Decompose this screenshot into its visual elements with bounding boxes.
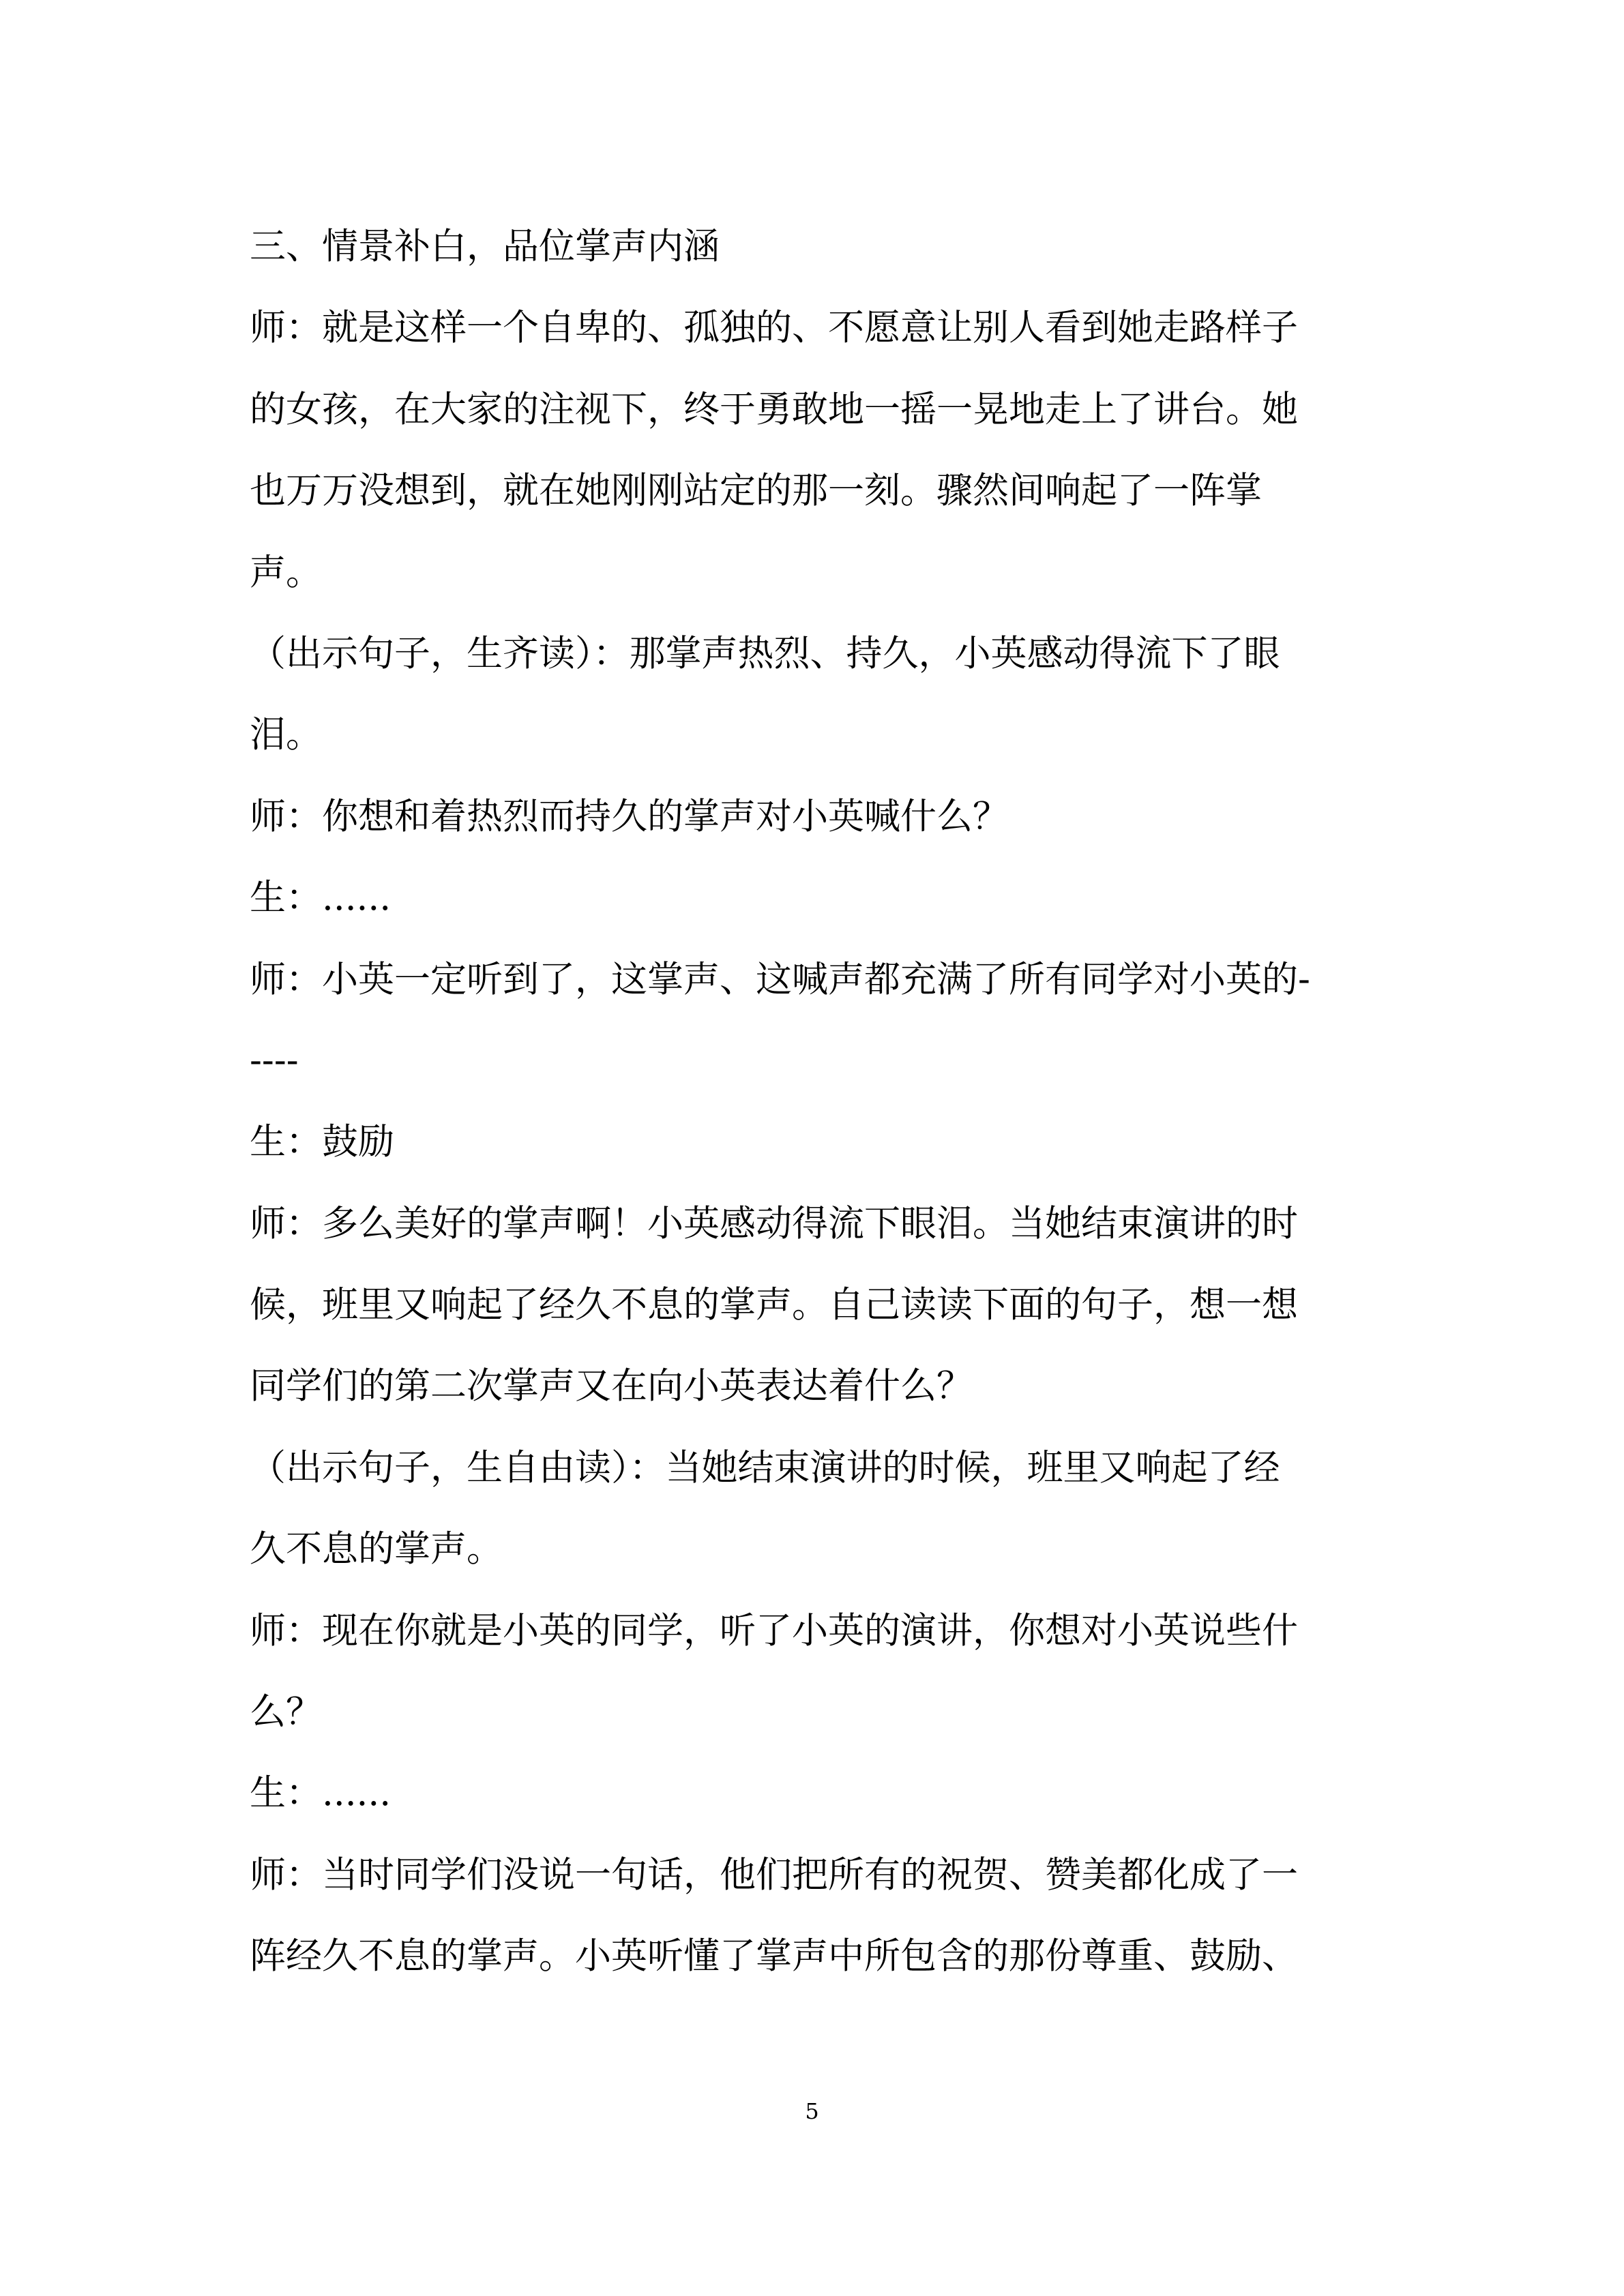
paragraph-line: 声。 [250, 551, 322, 593]
paragraph-line: 阵经久不息的掌声。小英听懂了掌声中所包含的那份尊重、鼓励、 [250, 1935, 1298, 1978]
paragraph-line: 候，班里又响起了经久不息的掌声。自己读读下面的句子，想一想 [250, 1284, 1298, 1326]
paragraph-line: 生：...... [250, 877, 392, 919]
paragraph-line: 泪。 [250, 714, 322, 756]
paragraph-line: 久不息的掌声。 [250, 1528, 503, 1570]
paragraph-line: （出示句子，生自由读）：当她结束演讲的时候，班里又响起了经 [250, 1446, 1280, 1489]
paragraph-line: 的女孩，在大家的注视下，终于勇敢地一摇一晃地走上了讲台。她 [250, 388, 1298, 430]
paragraph-line: 生：鼓励 [250, 1121, 394, 1163]
paragraph-line: 同学们的第二次掌声又在向小英表达着什么？ [250, 1365, 973, 1407]
paragraph-line: 师：你想和着热烈而持久的掌声对小英喊什么？ [250, 795, 1009, 837]
paragraph-line: 也万万没想到，就在她刚刚站定的那一刻。骤然间响起了一阵掌 [250, 470, 1262, 512]
section-heading: 三、情景补白，品位掌声内涵 [250, 226, 720, 267]
paragraph-line: 生：...... [250, 1772, 392, 1815]
paragraph-line: 么？ [250, 1691, 322, 1733]
paragraph-line: 师：现在你就是小英的同学，听了小英的演讲，你想对小英说些什 [250, 1609, 1298, 1652]
paragraph-line: 师：小英一定听到了，这掌声、这喊声都充满了所有同学对小英的- [250, 958, 1310, 1000]
paragraph-line: 师：当时同学们没说一句话，他们把所有的祝贺、赞美都化成了一 [250, 1853, 1298, 1896]
paragraph-line: 师：多么美好的掌声啊！小英感动得流下眼泪。当她结束演讲的时 [250, 1202, 1298, 1244]
page-number: 5 [805, 2098, 819, 2124]
paragraph-line: 师：就是这样一个自卑的、孤独的、不愿意让别人看到她走路样子 [250, 307, 1298, 349]
paragraph-line: ---- [250, 1039, 299, 1082]
body-text [250, 206, 1375, 1997]
paragraph-line: （出示句子，生齐读）：那掌声热烈、持久，小英感动得流下了眼 [250, 632, 1280, 674]
